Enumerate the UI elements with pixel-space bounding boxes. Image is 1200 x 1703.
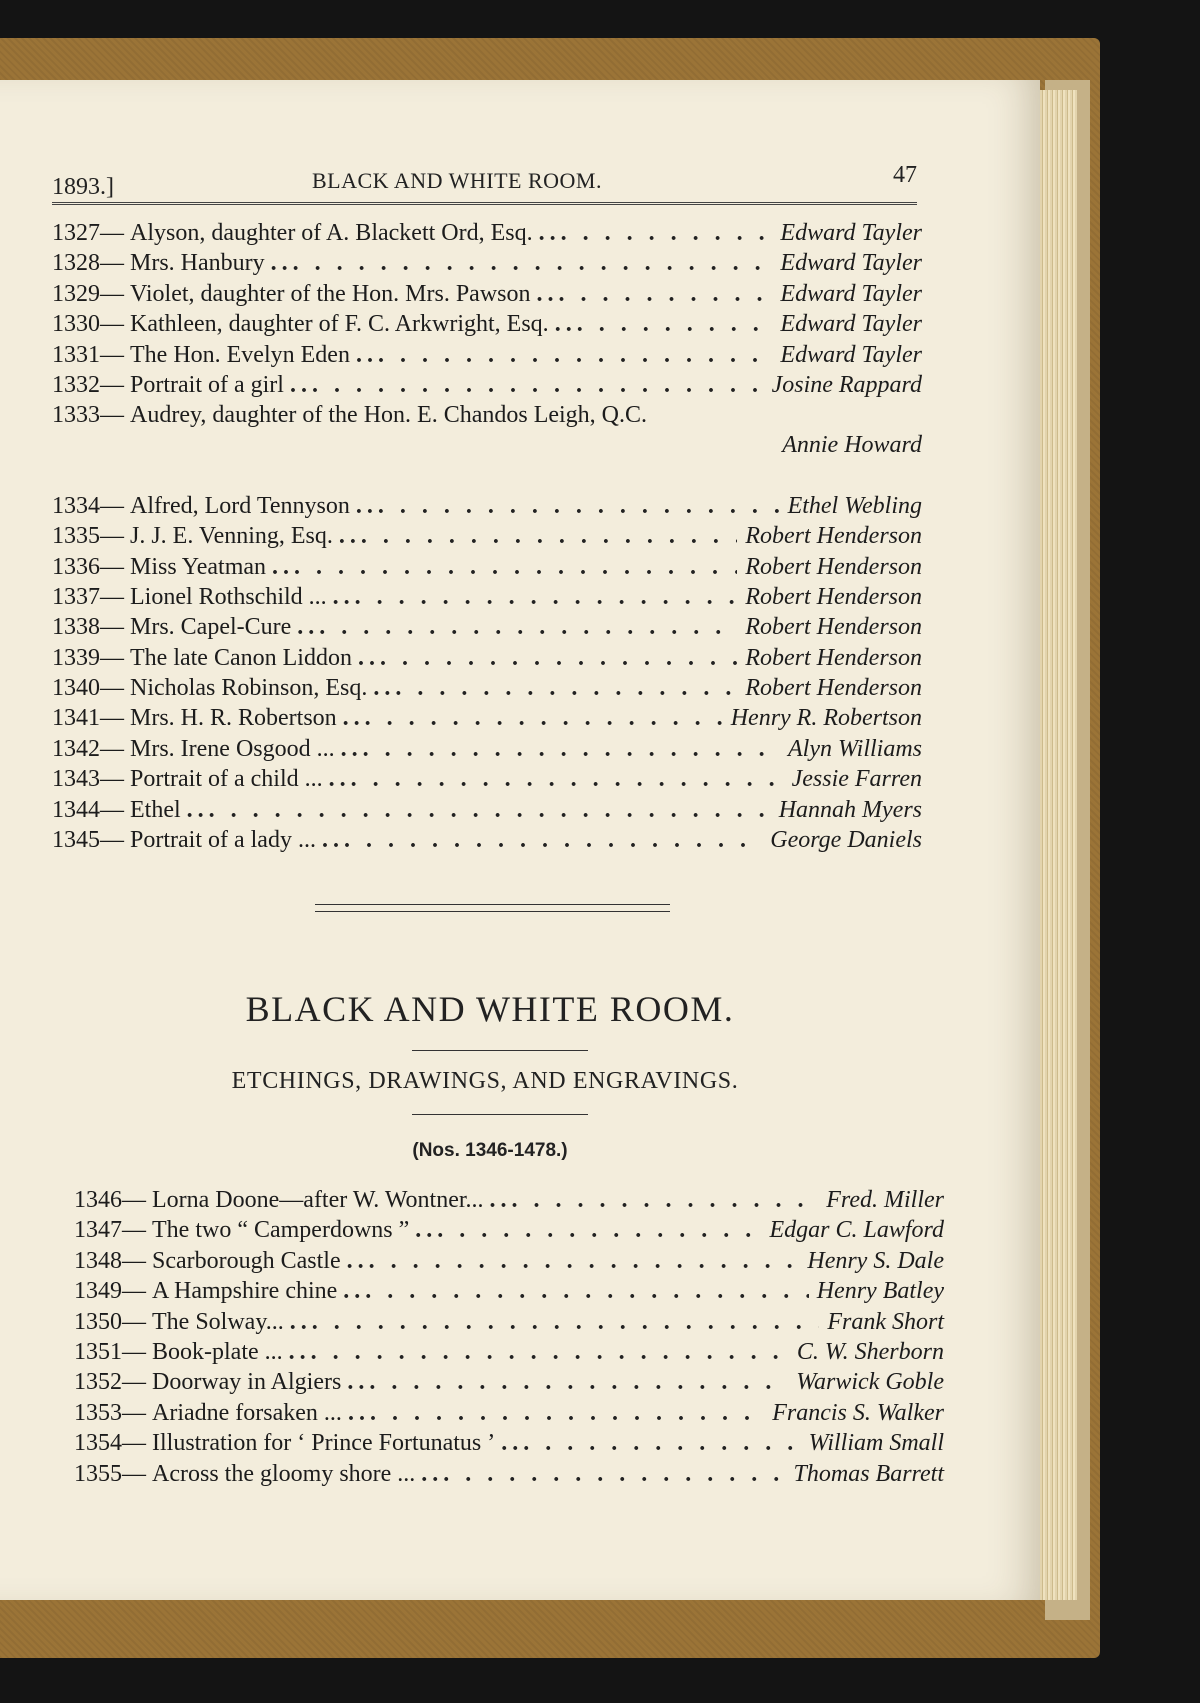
leader-dots <box>484 1185 819 1215</box>
catalogue-entry <box>74 1185 944 1215</box>
leader-dots <box>350 340 772 370</box>
catalogue-entry <box>74 1246 944 1276</box>
catalogue-entry <box>52 521 922 551</box>
catalogue-entry <box>74 1337 944 1367</box>
entry-number: 1330— <box>52 311 124 338</box>
entry-number: 1344— <box>52 796 124 823</box>
entry-number: 1329— <box>52 280 124 307</box>
entry-artist: Thomas Barrett <box>793 1460 944 1487</box>
entry-number: 1343— <box>52 766 124 793</box>
catalogue-list-bottom <box>74 1185 944 1489</box>
entry-number: 1338— <box>52 614 124 641</box>
page-number: 47 <box>893 162 917 188</box>
leader-dots <box>266 552 737 582</box>
entry-artist: Francis S. Walker <box>772 1399 944 1426</box>
entry-artist: Henry R. Robertson <box>730 705 922 732</box>
entry-title: Portrait of a child ... <box>130 766 323 793</box>
entry-title: Alfred, Lord Tennyson <box>130 492 350 519</box>
entry-number: 1340— <box>52 675 124 702</box>
entry-title: Ethel <box>130 796 181 823</box>
entry-number: 1353— <box>74 1399 146 1426</box>
entry-artist: Edward Tayler <box>780 341 922 368</box>
leader-dots <box>284 370 764 400</box>
entry-artist: Warwick Goble <box>796 1369 944 1396</box>
catalogue-entry <box>52 400 922 430</box>
entry-title: A Hampshire chine <box>152 1278 338 1305</box>
entry-artist: Edward Tayler <box>780 220 922 246</box>
leader-dots <box>549 309 773 339</box>
catalogue-entry <box>52 825 922 855</box>
leader-dots <box>367 673 737 703</box>
leader-dots <box>409 1215 761 1245</box>
leader-dots <box>316 825 762 855</box>
entry-artist: Josine Rappard <box>771 371 922 398</box>
entry-artist: Jessie Farren <box>791 766 922 793</box>
entry-artist: George Daniels <box>770 827 922 854</box>
subtitle-rule <box>412 1114 588 1115</box>
catalogue-entry <box>52 612 922 642</box>
entry-title: Across the gloomy shore ... <box>152 1460 416 1487</box>
entry-title: Nicholas Robinson, Esq. <box>130 675 368 702</box>
leader-dots <box>337 1276 808 1306</box>
catalogue-entry <box>52 643 922 673</box>
leader-dots <box>333 521 737 551</box>
entry-title: Audrey, daughter of the Hon. E. Chandos Leigh, Q.C. <box>130 402 648 429</box>
leader-dots <box>341 1367 788 1397</box>
entry-number: 1341— <box>52 705 124 732</box>
catalogue-entry <box>52 340 922 370</box>
leader-dots <box>341 1246 800 1276</box>
leader-dots <box>291 612 737 642</box>
catalogue-entry <box>52 795 922 825</box>
entry-title: Doorway in Algiers <box>152 1369 342 1396</box>
catalogue-entry <box>52 673 922 703</box>
entry-number: 1327— <box>52 220 124 246</box>
entry-artist: C. W. Sherborn <box>796 1338 944 1365</box>
title-rule <box>412 1050 588 1051</box>
header-title: BLACK AND WHITE ROOM. <box>312 168 602 193</box>
entry-artist: Robert Henderson <box>745 614 922 641</box>
entry-number: 1346— <box>74 1187 146 1213</box>
entry-number: 1333— <box>52 402 124 429</box>
entry-title: Miss Yeatman <box>130 553 267 580</box>
entry-number: 1348— <box>74 1247 146 1274</box>
catalogue-entry <box>74 1367 944 1397</box>
catalogue-entry <box>52 764 922 794</box>
entry-title: Alyson, daughter of A. Blackett Ord, Esq. <box>130 220 533 246</box>
entry-title: Violet, daughter of the Hon. Mrs. Pawson <box>130 280 531 307</box>
entry-number: 1331— <box>52 341 124 368</box>
leader-dots <box>342 1398 764 1428</box>
entry-artist: Ethel Webling <box>787 492 922 519</box>
catalogue-entry <box>74 1428 944 1458</box>
catalogue-entry <box>52 309 922 339</box>
entry-number: 1339— <box>52 644 124 671</box>
catalogue-entry <box>74 1459 944 1489</box>
entry-number: 1334— <box>52 492 124 519</box>
leader-dots <box>327 582 738 612</box>
catalogue-entry <box>74 1276 944 1306</box>
entry-number: 1350— <box>74 1308 146 1335</box>
entry-title: The Solway... <box>152 1308 284 1335</box>
entry-title: Mrs. Irene Osgood ... <box>130 735 335 762</box>
entry-number: 1336— <box>52 553 124 580</box>
section-subtitle: ETCHINGS, DRAWINGS, AND ENGRAVINGS. <box>231 1068 739 1094</box>
entry-number: 1355— <box>74 1460 146 1487</box>
catalogue-entry <box>52 582 922 612</box>
entry-artist: Henry S. Dale <box>807 1247 944 1274</box>
entry-number: 1345— <box>52 827 124 854</box>
section-title: BLACK AND WHITE ROOM. <box>245 989 735 1029</box>
leader-dots <box>415 1459 785 1489</box>
leader-dots <box>495 1428 800 1458</box>
running-header <box>52 162 917 205</box>
entry-title: Mrs. Capel-Cure <box>130 614 292 641</box>
entry-number: 1332— <box>52 371 124 398</box>
entry-title: The Hon. Evelyn Eden <box>130 341 350 368</box>
entry-artist: Alyn Williams <box>788 735 922 762</box>
catalogue-entry <box>52 734 922 764</box>
entry-artist: Robert Henderson <box>745 583 922 610</box>
entry-artist: Annie Howard <box>782 432 922 459</box>
entry-artist: Edgar C. Lawford <box>769 1217 944 1244</box>
leader-dots <box>283 1337 789 1367</box>
entry-title: Kathleen, daughter of F. C. Arkwright, Esq. <box>130 311 549 338</box>
entry-artist: William Small <box>808 1430 944 1457</box>
catalogue-entry <box>52 370 922 400</box>
leader-dots <box>352 643 737 673</box>
header-year: 1893.] <box>52 174 114 200</box>
leader-dots <box>533 218 773 248</box>
entry-artist: Edward Tayler <box>780 311 922 338</box>
entry-title: Mrs. H. R. Robertson <box>130 705 337 732</box>
leader-dots <box>265 248 773 278</box>
entry-artist: Robert Henderson <box>745 644 922 671</box>
catalogue-entry <box>52 491 922 521</box>
entry-artist: Hannah Myers <box>778 796 922 823</box>
entry-artist: Robert Henderson <box>745 523 922 550</box>
catalogue-entry <box>74 1398 944 1428</box>
entry-number: 1337— <box>52 583 124 610</box>
entry-number: 1354— <box>74 1430 146 1457</box>
entry-artist: Henry Batley <box>816 1278 944 1305</box>
entry-title: Portrait of a girl <box>130 371 284 398</box>
entry-artist: Fred. Miller <box>826 1187 944 1213</box>
entry-number: 1352— <box>74 1369 146 1396</box>
entry-title: Scarborough Castle <box>152 1247 341 1274</box>
entry-number: 1351— <box>74 1338 146 1365</box>
entry-title: Mrs. Hanbury <box>130 250 265 277</box>
entry-title: Illustration for ‘ Prince Fortunatus ’ <box>152 1430 496 1457</box>
leader-dots <box>335 734 780 764</box>
leader-dots <box>337 703 723 733</box>
catalogue-entry <box>52 552 922 582</box>
catalogue-entry <box>52 248 922 278</box>
section-divider <box>315 904 670 912</box>
leader-dots <box>284 1307 820 1337</box>
entry-artist: Edward Tayler <box>780 280 922 307</box>
entry-title: Lorna Doone—after W. Wontner... <box>152 1187 484 1213</box>
entry-title: Lionel Rothschild ... <box>130 583 327 610</box>
leader-dots <box>350 491 780 521</box>
entry-number: 1342— <box>52 735 124 762</box>
entry-artist: Robert Henderson <box>745 553 922 580</box>
entry-artist: Edward Tayler <box>780 250 922 277</box>
entry-number: 1349— <box>74 1278 146 1305</box>
catalogue-number-range: (Nos. 1346-1478.) <box>412 1140 568 1161</box>
entry-number: 1335— <box>52 523 124 550</box>
catalogue-entry <box>52 703 922 733</box>
entry-artist: Robert Henderson <box>745 675 922 702</box>
entry-number: 1328— <box>52 250 124 277</box>
entry-title: Book-plate ... <box>152 1338 283 1365</box>
entry-title: The late Canon Liddon <box>130 644 352 671</box>
entry-title: The two “ Camperdowns ” <box>152 1217 410 1244</box>
catalogue-entry <box>52 279 922 309</box>
catalogue-entry <box>74 1215 944 1245</box>
catalogue-entry <box>52 218 922 248</box>
catalogue-list-top <box>52 218 922 855</box>
entry-title: Ariadne forsaken ... <box>152 1399 342 1426</box>
leader-dots <box>323 764 784 794</box>
leader-dots <box>531 279 773 309</box>
entry-artist: Frank Short <box>827 1308 944 1335</box>
catalogue-entry <box>74 1307 944 1337</box>
entry-title: J. J. E. Venning, Esq. <box>130 523 333 550</box>
entry-title: Portrait of a lady ... <box>130 827 316 854</box>
entry-number: 1347— <box>74 1217 146 1244</box>
leader-dots <box>181 795 771 825</box>
